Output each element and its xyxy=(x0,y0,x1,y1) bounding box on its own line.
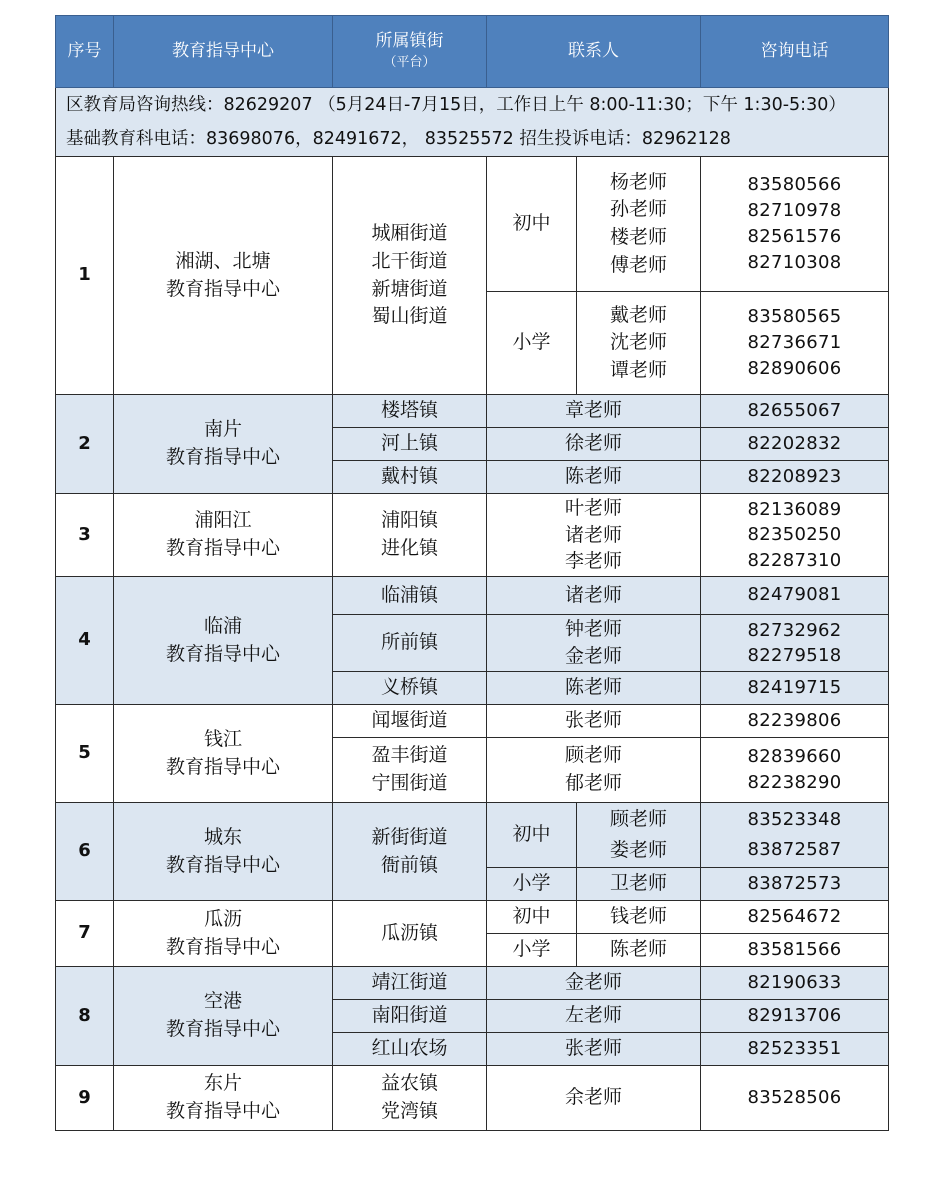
contact-name: 叶老师 xyxy=(564,497,622,520)
contact-name: 傅老师 xyxy=(609,253,667,276)
town-name: 楼塔镇 xyxy=(333,395,487,428)
contact-name: 杨老师 xyxy=(609,170,667,193)
center-name-line: 教育指导中心 xyxy=(165,755,280,778)
row-index: 2 xyxy=(56,395,114,494)
center-name xyxy=(114,705,333,803)
center-name-line: 教育指导中心 xyxy=(165,277,280,300)
phone-number: 82523351 xyxy=(701,1033,889,1066)
town-name: 益农镇 xyxy=(380,1072,438,1095)
town-name: 宁围街道 xyxy=(371,772,448,794)
center-name-line: 浦阳江 xyxy=(194,509,252,532)
town-name: 浦阳镇 xyxy=(380,509,438,532)
town-list xyxy=(333,494,487,577)
row-index: 7 xyxy=(56,901,114,967)
header-town-sub: （平台） xyxy=(383,55,436,71)
phone-number: 82190633 xyxy=(701,967,889,1000)
phone-list xyxy=(701,615,889,672)
center-name xyxy=(114,803,333,901)
contact-list xyxy=(577,157,701,292)
center-name-line: 临浦 xyxy=(203,614,242,637)
phone-number: 83523348 xyxy=(747,809,842,831)
header-town xyxy=(333,16,487,88)
contact-name: 张老师 xyxy=(487,705,701,738)
center-name xyxy=(114,1066,333,1131)
info-row-hotline xyxy=(56,88,889,123)
phone-number: 83581566 xyxy=(701,934,889,967)
center-name-line: 城东 xyxy=(203,825,242,848)
phone-number: 82279518 xyxy=(747,645,842,666)
table-row xyxy=(56,1066,889,1131)
header-town-label: 所属镇街 xyxy=(375,30,444,51)
contact-name: 左老师 xyxy=(487,1000,701,1033)
row-index: 1 xyxy=(56,157,114,395)
town-name: 盈丰街道 xyxy=(371,744,448,767)
center-name xyxy=(114,577,333,705)
row-index: 6 xyxy=(56,803,114,901)
center-name-line: 教育指导中心 xyxy=(165,1100,280,1122)
phone-number: 82839660 xyxy=(747,745,842,767)
town-name: 红山农场 xyxy=(333,1033,487,1066)
center-name-line: 教育指导中心 xyxy=(165,642,280,665)
header-contact: 联系人 xyxy=(487,16,701,88)
row-index: 4 xyxy=(56,577,114,705)
contact-name: 诸老师 xyxy=(564,523,622,546)
center-name-line: 教育指导中心 xyxy=(165,853,280,876)
contact-name: 诸老师 xyxy=(487,577,701,615)
contact-list xyxy=(487,494,701,577)
contact-name: 张老师 xyxy=(487,1033,701,1066)
phone-number: 83872587 xyxy=(747,839,842,860)
phone-list xyxy=(701,738,889,803)
phone-number: 82732962 xyxy=(747,619,842,641)
center-name-line: 教育指导中心 xyxy=(165,935,280,958)
contact-name: 沈老师 xyxy=(609,331,667,354)
header-row xyxy=(56,16,889,88)
hotline-text: 区教育局咨询热线：82629207 （5月24日-7月15日，工作日上午 8:00-11:30；下午 1:30-5:30） xyxy=(56,88,889,123)
phone-list xyxy=(701,157,889,292)
center-name-line: 空港 xyxy=(203,990,242,1013)
phone-number: 83580565 xyxy=(747,305,842,327)
phone-number: 82710978 xyxy=(747,199,842,221)
table-row xyxy=(56,803,889,868)
phone-number: 83580566 xyxy=(747,173,842,195)
contact-list xyxy=(487,615,701,672)
contact-name: 陈老师 xyxy=(487,672,701,705)
contact-name: 余老师 xyxy=(487,1066,701,1131)
contact-name: 戴老师 xyxy=(609,303,667,326)
table-row xyxy=(56,577,889,615)
info-row-phones xyxy=(56,122,889,157)
phone-number: 82238290 xyxy=(747,772,842,793)
town-name: 瓜沥镇 xyxy=(333,901,487,967)
phone-number: 82736671 xyxy=(747,331,842,353)
phone-number: 82913706 xyxy=(701,1000,889,1033)
town-name: 河上镇 xyxy=(333,428,487,461)
phone-number: 82564672 xyxy=(701,901,889,934)
contact-name: 娄老师 xyxy=(609,839,667,861)
contact-name: 楼老师 xyxy=(609,226,667,248)
town-list xyxy=(333,803,487,901)
row-index: 9 xyxy=(56,1066,114,1131)
center-name-line: 钱江 xyxy=(203,727,242,750)
department-phones-text: 基础教育科电话：83698076，82491672， 83525572 招生投诉电话：82962128 xyxy=(56,122,889,157)
level-label: 初中 xyxy=(487,803,577,868)
town-list xyxy=(333,738,487,803)
town-name: 戴村镇 xyxy=(333,461,487,494)
center-name-line: 湘湖、北塘 xyxy=(175,249,271,272)
contact-name: 李老师 xyxy=(564,550,622,573)
table-row xyxy=(56,395,889,428)
level-label: 小学 xyxy=(487,934,577,967)
row-index: 3 xyxy=(56,494,114,577)
contact-name: 金老师 xyxy=(487,967,701,1000)
town-name: 城厢街道 xyxy=(371,222,448,245)
phone-number: 82208923 xyxy=(701,461,889,494)
phone-number: 82287310 xyxy=(747,549,842,571)
contact-name: 金老师 xyxy=(564,645,622,667)
phone-number: 83528506 xyxy=(701,1066,889,1131)
phone-number: 82136089 xyxy=(747,499,842,521)
center-name-line: 东片 xyxy=(203,1072,242,1095)
phone-number: 82710308 xyxy=(747,252,842,274)
center-name-line: 教育指导中心 xyxy=(165,446,280,468)
table-row xyxy=(56,967,889,1000)
town-name: 南阳街道 xyxy=(333,1000,487,1033)
contact-name: 孙老师 xyxy=(609,198,667,221)
phone-number: 82890606 xyxy=(747,358,842,380)
center-name-line: 教育指导中心 xyxy=(165,537,280,559)
town-name: 义桥镇 xyxy=(333,672,487,705)
contact-list xyxy=(487,738,701,803)
town-name: 闻堰街道 xyxy=(333,705,487,738)
level-label: 初中 xyxy=(487,901,577,934)
contact-name: 徐老师 xyxy=(487,428,701,461)
center-name xyxy=(114,395,333,494)
contact-name: 郁老师 xyxy=(564,772,622,794)
town-name: 新街街道 xyxy=(371,825,448,848)
table-row xyxy=(56,494,889,577)
phone-number: 82655067 xyxy=(701,395,889,428)
contact-list xyxy=(577,803,701,868)
level-label: 小学 xyxy=(487,868,577,901)
center-name-line: 南片 xyxy=(203,418,242,441)
town-name: 新塘街道 xyxy=(371,277,448,300)
header-index: 序号 xyxy=(56,16,114,88)
town-name: 蜀山街道 xyxy=(371,305,448,328)
table-row xyxy=(56,901,889,934)
table-row xyxy=(56,705,889,738)
contact-name: 章老师 xyxy=(487,395,701,428)
header-center: 教育指导中心 xyxy=(114,16,333,88)
level-label: 初中 xyxy=(487,157,577,292)
phone-list xyxy=(701,803,889,868)
phone-number: 82350250 xyxy=(747,524,842,546)
contact-name: 卫老师 xyxy=(577,868,701,901)
town-name: 北干街道 xyxy=(371,249,448,272)
town-name: 党湾镇 xyxy=(380,1100,438,1122)
phone-list xyxy=(701,494,889,577)
phone-number: 82239806 xyxy=(701,705,889,738)
level-label: 小学 xyxy=(487,292,577,395)
center-name-line: 教育指导中心 xyxy=(165,1018,280,1040)
phone-number: 82561576 xyxy=(747,226,842,247)
header-phone: 咨询电话 xyxy=(701,16,889,88)
town-name: 衙前镇 xyxy=(380,853,438,876)
row-index: 5 xyxy=(56,705,114,803)
phone-number: 82202832 xyxy=(701,428,889,461)
town-name: 靖江街道 xyxy=(333,967,487,1000)
contact-name: 顾老师 xyxy=(609,807,667,830)
contact-name: 谭老师 xyxy=(609,358,667,381)
consultation-table xyxy=(55,15,889,1131)
contact-name: 钟老师 xyxy=(564,618,622,641)
contact-name: 陈老师 xyxy=(577,934,701,967)
town-list xyxy=(333,1066,487,1131)
contact-name: 钱老师 xyxy=(577,901,701,934)
phone-list xyxy=(701,292,889,395)
phone-number: 82419715 xyxy=(701,672,889,705)
center-name xyxy=(114,494,333,577)
town-name: 临浦镇 xyxy=(333,577,487,615)
contact-list xyxy=(577,292,701,395)
center-name xyxy=(114,157,333,395)
row-index: 8 xyxy=(56,967,114,1066)
contact-name: 陈老师 xyxy=(487,461,701,494)
phone-number: 83872573 xyxy=(701,868,889,901)
center-name xyxy=(114,901,333,967)
phone-number: 82479081 xyxy=(701,577,889,615)
contact-name: 顾老师 xyxy=(564,744,622,767)
town-name: 进化镇 xyxy=(380,537,438,559)
center-name-line: 瓜沥 xyxy=(203,907,242,930)
table-row xyxy=(56,157,889,292)
town-list xyxy=(333,157,487,395)
center-name xyxy=(114,967,333,1066)
town-name: 所前镇 xyxy=(333,615,487,672)
